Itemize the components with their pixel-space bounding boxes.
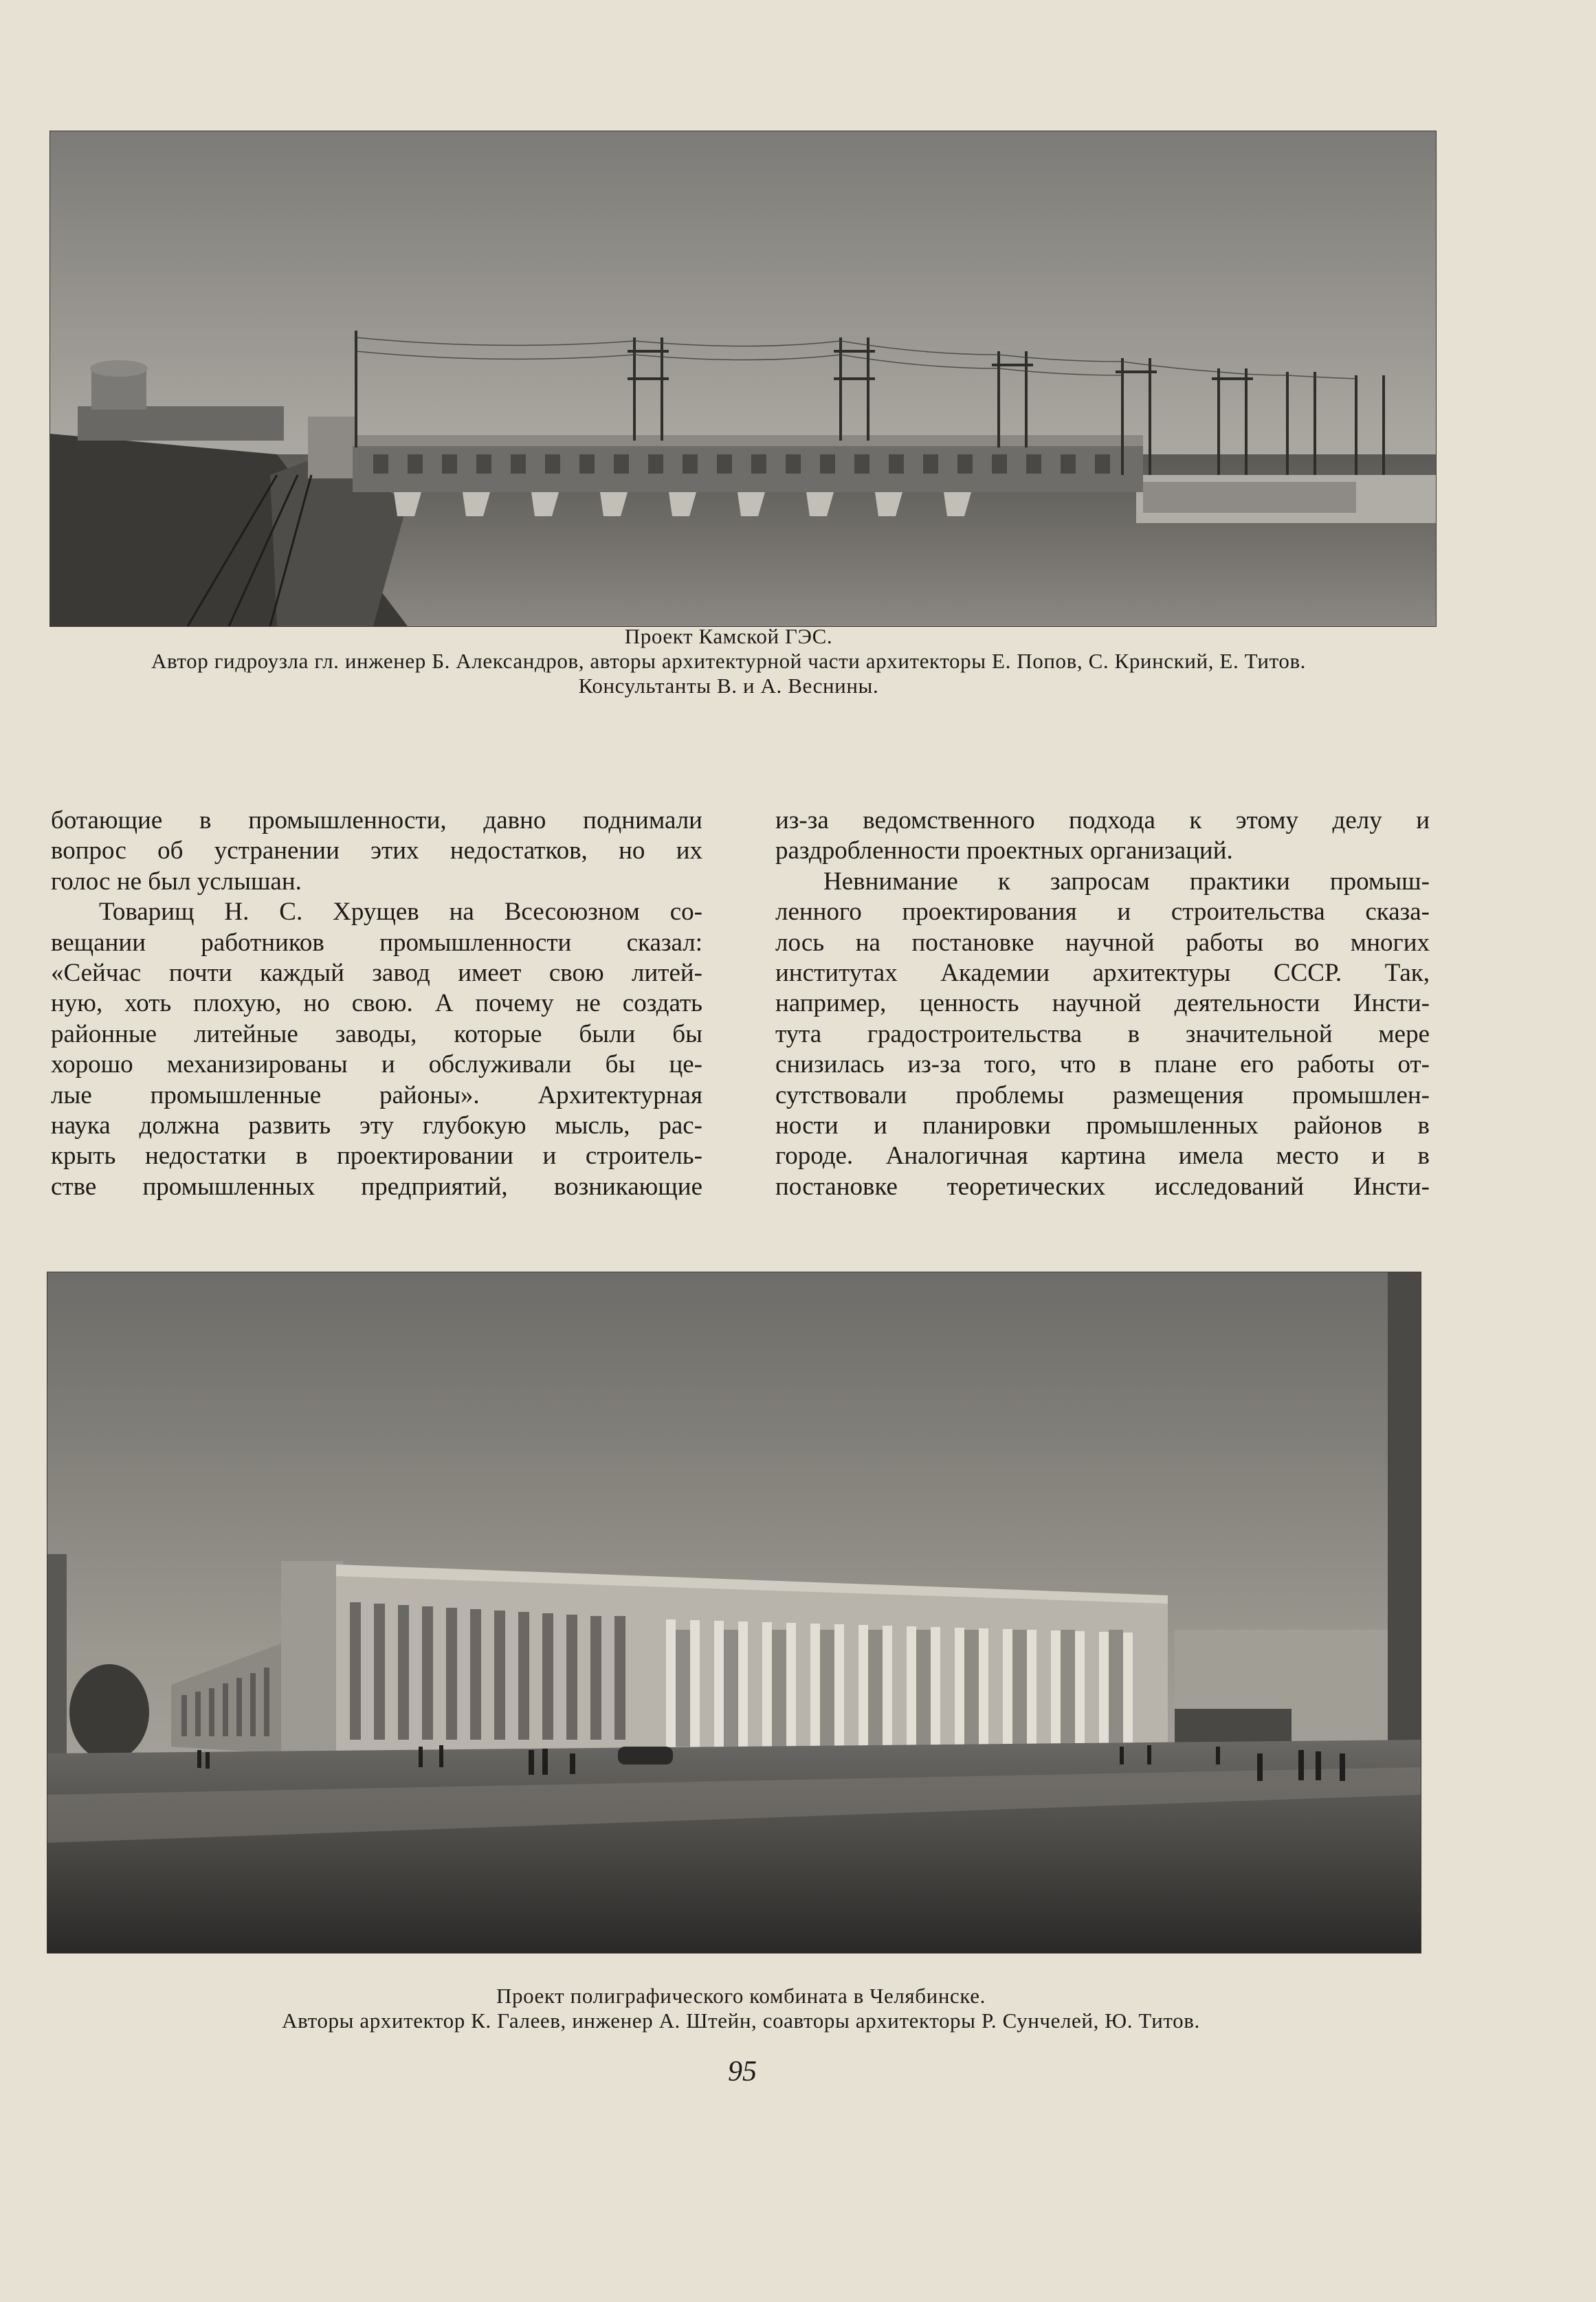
text-line: районные литейные заводы, которые были бы <box>51 1019 702 1048</box>
printing-plant-illustration <box>47 1272 1421 1954</box>
text-line: Невнимание к запросам практики промыш- <box>823 867 1430 896</box>
kama-hpp-drawing <box>50 131 1436 626</box>
text-line: лось на постановке научной работы во многих <box>775 928 1430 957</box>
text-column-right <box>775 806 1430 1202</box>
bottom-caption-title: Проект полиграфического комбината в Челябинске. <box>496 1984 986 2008</box>
text-line: лые промышленные районы». Архитектурная <box>51 1081 702 1109</box>
text-line: городе. Аналогичная картина имела место и в <box>775 1142 1430 1171</box>
text-line: институтах Академии архитектуры СССР. Так, <box>775 958 1430 987</box>
text-line: голос не был услышан. <box>51 867 302 896</box>
text-line: хорошо механизированы и обслуживали бы це- <box>51 1050 702 1079</box>
text-line: тута градостроительства в значительной мере <box>775 1019 1430 1048</box>
text-line: ности и планировки промышленных районов в <box>775 1111 1430 1140</box>
text-line: из-за ведомственного подхода к этому делу и <box>775 806 1430 834</box>
text-line: ную, хоть плохую, но свою. А почему не создать <box>51 989 702 1018</box>
text-line: крыть недостатки в проектировании и строитель- <box>51 1142 702 1171</box>
text-line: ботающие в промышленности, давно поднимали <box>51 806 702 834</box>
text-line: вещании работников промышленности сказал: <box>51 928 702 957</box>
text-line: постановке теоретических исследований Инсти- <box>775 1172 1430 1201</box>
text-line: сутствовали проблемы размещения промышлен- <box>775 1081 1430 1109</box>
top-caption-consultants: Консультанты В. и А. Веснины. <box>578 674 879 698</box>
text-line: ленного проектирования и строительства сказа- <box>775 898 1430 927</box>
text-line: «Сейчас почти каждый завод имеет свою литей- <box>51 958 702 987</box>
kama-hpp-illustration <box>49 131 1437 627</box>
text-line: снизилась из-за того, что в плане его работы от- <box>775 1050 1430 1079</box>
printing-plant-drawing <box>47 1272 1421 1953</box>
bottom-caption-authors: Авторы архитектор К. Галеев, инженер А. Штейн, соавторы архитекторы Р. Сунчелей, Ю. Титов. <box>282 2008 1200 2033</box>
text-line: стве промышленных предприятий, возникающие <box>51 1172 702 1201</box>
top-figure-caption <box>21 624 1437 698</box>
top-caption-title: Проект Камской ГЭС. <box>624 624 833 648</box>
bottom-figure-caption <box>21 1984 1461 2033</box>
text-line: например, ценность научной деятельности Инсти- <box>775 989 1430 1018</box>
text-line: наука должна развить эту глубокую мысль, рас- <box>51 1111 702 1140</box>
top-caption-authors: Автор гидроузла гл. инженер Б. Александров, авторы архитектурной части архитекторы Е. Попов, С. Кринский, Е. Титов. <box>151 649 1307 673</box>
text-line: раздробленности проектных организаций. <box>775 837 1233 865</box>
text-line: Товарищ Н. С. Хрущев на Всесоюзном со- <box>99 898 702 927</box>
page-number: 95 <box>728 2056 757 2088</box>
text-line: вопрос об устранении этих недостатков, но их <box>51 837 702 865</box>
text-column-left <box>51 806 702 1202</box>
